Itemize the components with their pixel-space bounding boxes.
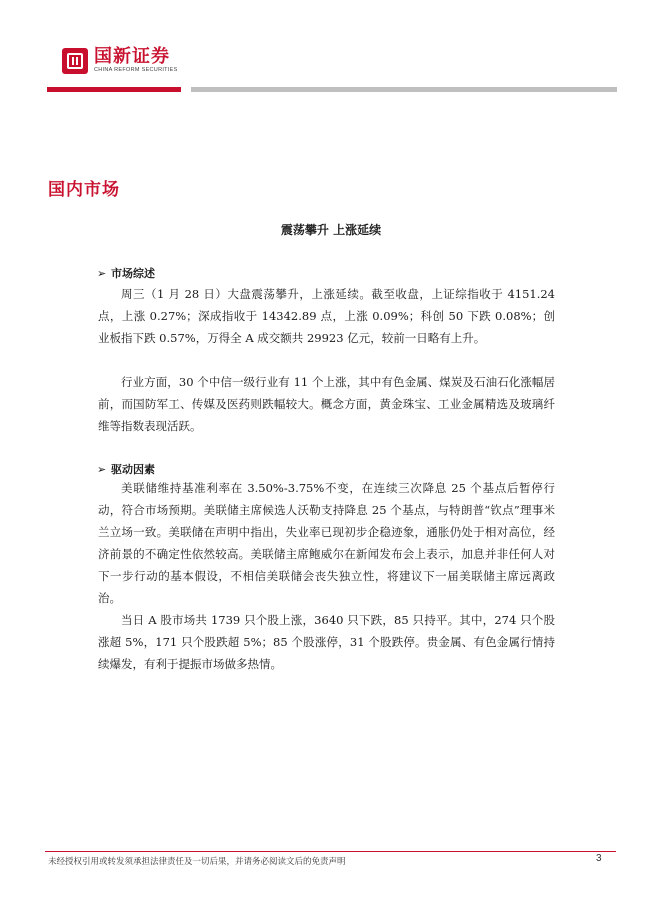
logo-text xyxy=(94,47,178,74)
footer-disclaimer: 未经授权引用或转发须承担法律责任及一切后果，并请务必阅读文后的免责声明 xyxy=(48,857,346,867)
subheading-market-overview xyxy=(97,265,155,281)
paragraph: 周三（1 月 28 日）大盘震荡攀升，上涨延续。截至收盘，上证综指收于 4151.24 点，上涨 0.27%；深成指收于 14342.89 点，上涨 0.09%；科创 50 下跌 0.08%；创业板指下跌 0.57%，万得全 A 成交额共 29923 亿元，较前一日略有上升。 xyxy=(98,287,555,345)
section-title: 国内市场 xyxy=(48,180,120,200)
arrow-bullet-icon: ➢ xyxy=(97,463,107,476)
logo-mark-icon xyxy=(62,48,88,74)
paragraph: 当日 A 股市场共 1739 只个股上涨，3640 只下跌，85 只持平。其中，274 只个股涨超 5%，171 只个股跌超 5%；85 个股涨停，31 个股跌停。贵金属、有色金属行情持续爆发，有利于提振市场做多热情。 xyxy=(98,613,555,671)
subheading-drivers xyxy=(97,461,155,477)
paragraph: 行业方面，30 个中信一级行业有 11 个上涨，其中有色金属、煤炭及石油石化涨幅居前，而国防军工、传媒及医药则跌幅较大。概念方面，黄金珠宝、工业金属精选及玻璃纤维等指数表现活跃。 xyxy=(98,375,555,433)
page-number: 3 xyxy=(596,853,602,864)
brand-name-cn: 国新证券 xyxy=(94,46,170,67)
header-rule-grey xyxy=(191,87,617,92)
footer-rule xyxy=(45,851,616,852)
subheading-label: 驱动因素 xyxy=(111,463,155,476)
article-headline: 震荡攀升 上涨延续 xyxy=(280,223,382,237)
arrow-bullet-icon: ➢ xyxy=(97,267,107,280)
paragraph: 美联储维持基准利率在 3.50%-3.75%不变，在连续三次降息 25 个基点后暂停行动，符合市场预期。美联储主席候选人沃勒支持降息 25 个基点，与特朗普“钦点”理事米兰立场一致。美联储在声明中指出，失业率已现初步企稳迹象，通胀仍处于相对高位，经济前景的不确定性依然较高。美联储主席鲍威尔在新闻发布会上表示，加息并非任何人对下一步行动的基本假设，不相信美联储会丧失独立性，将建议下一届美联储主席远离政治。 xyxy=(98,481,555,605)
subheading-label: 市场综述 xyxy=(111,267,155,280)
company-logo xyxy=(62,47,178,74)
header-rule-red xyxy=(47,87,181,92)
brand-name-en: CHINA REFORM SECURITIES xyxy=(94,67,178,73)
